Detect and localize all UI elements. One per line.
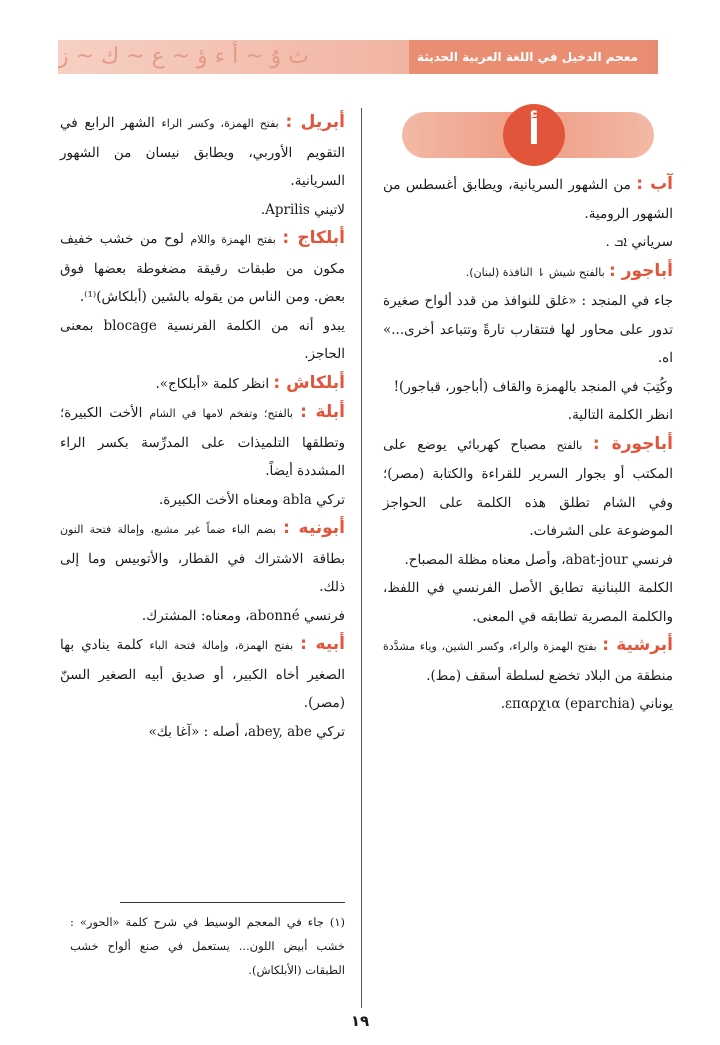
definition: منطقة من البلاد تخضع لسلطة أسقف (مط).: [426, 667, 673, 684]
entry-abonneh: [60, 514, 345, 630]
definition: الأخت الكبيرة؛ وتطلقها التلميذات على المدرِّسة بكسر الراء المشددة أيضاً.: [60, 405, 345, 479]
definition: الكلمة اللبنانية تطابق الأصل الفرنسي في اللفظ، والكلمة المصرية تطابقه في المعنى.: [383, 580, 673, 625]
headword: أباجور :: [608, 260, 673, 281]
etymology: فرنسي abat-jour، وأصل معناه مظلة المصباح.: [404, 551, 673, 568]
definition: كلمة ينادي بها الصغير أخاه الكبير، أو صديق أبيه الصغير السنّ (مصر).: [60, 637, 345, 711]
etymology: تركي abey, abe، أصله : «آغا بك»: [148, 723, 345, 740]
right-column: [383, 170, 673, 719]
definition: الشهر الرابع في التقويم الأوربي، ويطابق نيسان من الشهور السريانية.: [60, 115, 345, 189]
entry-abeh: [60, 630, 345, 746]
headword: أبلكاش :: [273, 372, 345, 393]
etymology: تركي abla ومعناه الأخت الكبيرة.: [159, 491, 345, 508]
definition: جاء في المنجد : «غلق للنوافذ من قدد ألواح صغيرة تدور على محاور لها فتتقارب تارةً وتتباعد أخرى...» اه.: [383, 293, 673, 366]
running-header: [58, 40, 658, 74]
headword: أبلة :: [300, 402, 346, 422]
definition: بطاقة الاشتراك في القطار، والأتوبيس وما إلى ذلك.: [60, 550, 345, 595]
column-divider: [361, 108, 362, 1008]
entry-abrashiya: [383, 631, 673, 719]
pronunciation-note: بفتح الهمزة والراء، وكسر الشين، وياء مشدَّدة: [383, 640, 597, 653]
header-title: معجم الدخيل في اللغة العربية الحديثة: [409, 40, 646, 74]
cross-reference: انظر كلمة «أبلكاج».: [155, 375, 270, 392]
etymology: فرنسي abonné، ومعناه: المشترك.: [141, 607, 345, 624]
pronunciation-note: بفتح الهمزة، وإمالة فتحة الباء: [149, 639, 294, 652]
left-column: [60, 108, 345, 746]
entry-abajoura: [383, 430, 673, 632]
etymology: سرياني ܐܒ .: [605, 234, 673, 250]
entry-april: [60, 108, 345, 224]
footnote-rule: [120, 902, 345, 903]
entry-ablakash: [60, 369, 345, 399]
pronunciation-note: بضم الباء ضماً غير مشبع، وإمالة فتحة النون: [60, 523, 277, 536]
pronunciation-note: بالفتح شيش ⇂ النافذة (لبنان).: [465, 265, 605, 279]
etymology: لاتيني Aprilis.: [260, 201, 345, 218]
cross-reference: انظر الكلمة التالية.: [567, 407, 673, 423]
definition: مصباح كهربائي يوضع على المكتب أو بجوار السرير للقراءة والكتابة (مصر)؛ وفي الشام تطلق هذه الكلمة على الحواجز الموضوعة على الشرفات.: [383, 436, 673, 539]
definition: وكُتِبَ في المنجد بالهمزة والقاف (أباجور، قباجور)!: [393, 378, 673, 395]
section-letter: أ: [503, 104, 565, 166]
definition: لوح من خشب خفيف مكون من طبقات رقيقة مضغوطة بعضها فوق بعض. ومن الناس من يقوله بالشين (أبلكاش)⁽¹⁾.: [60, 231, 345, 305]
etymology: يوناني επαρχια (eparchia).: [500, 696, 673, 712]
pronunciation-note: بالفتح: [556, 438, 583, 452]
headword: أبلكاج :: [282, 228, 345, 248]
headword: أبريل :: [285, 112, 346, 132]
header-calligraphy-decoration: ث ۇ ~ أ ء ؤ ~ ع ~ ك ~ ز: [58, 44, 309, 69]
entry-ablakaj: [60, 224, 345, 369]
page-number: ١٩: [350, 1012, 370, 1030]
headword: أبونيه :: [283, 518, 346, 538]
pronunciation-note: بالفتح؛ وتفخم لامها في الشام: [149, 407, 294, 420]
footnote: (١) جاء في المعجم الوسيط في شرح كلمة «الحور» : خشب أبيض اللون... يستعمل في صنع ألواح خشب الطبقات (الأبلكاش).: [70, 915, 345, 977]
definition: من الشهور السريانية، ويطابق أغسطس من الشهور الرومية.: [383, 177, 673, 222]
pronunciation-note: بفتح الهمزة واللام: [190, 233, 276, 246]
entry-aab: [383, 170, 673, 257]
headword: أباجورة :: [592, 433, 673, 454]
entry-abajour: [383, 257, 673, 430]
headword: أبرشية :: [602, 635, 673, 655]
etymology: يبدو أنه من الكلمة الفرنسية blocage بمعنى الحاجز.: [60, 317, 345, 362]
pronunciation-note: بفتح الهمزة، وكسر الراء: [161, 117, 279, 130]
headword: آب :: [636, 174, 673, 194]
entry-abla: [60, 398, 345, 514]
headword: أبيه :: [300, 634, 345, 654]
